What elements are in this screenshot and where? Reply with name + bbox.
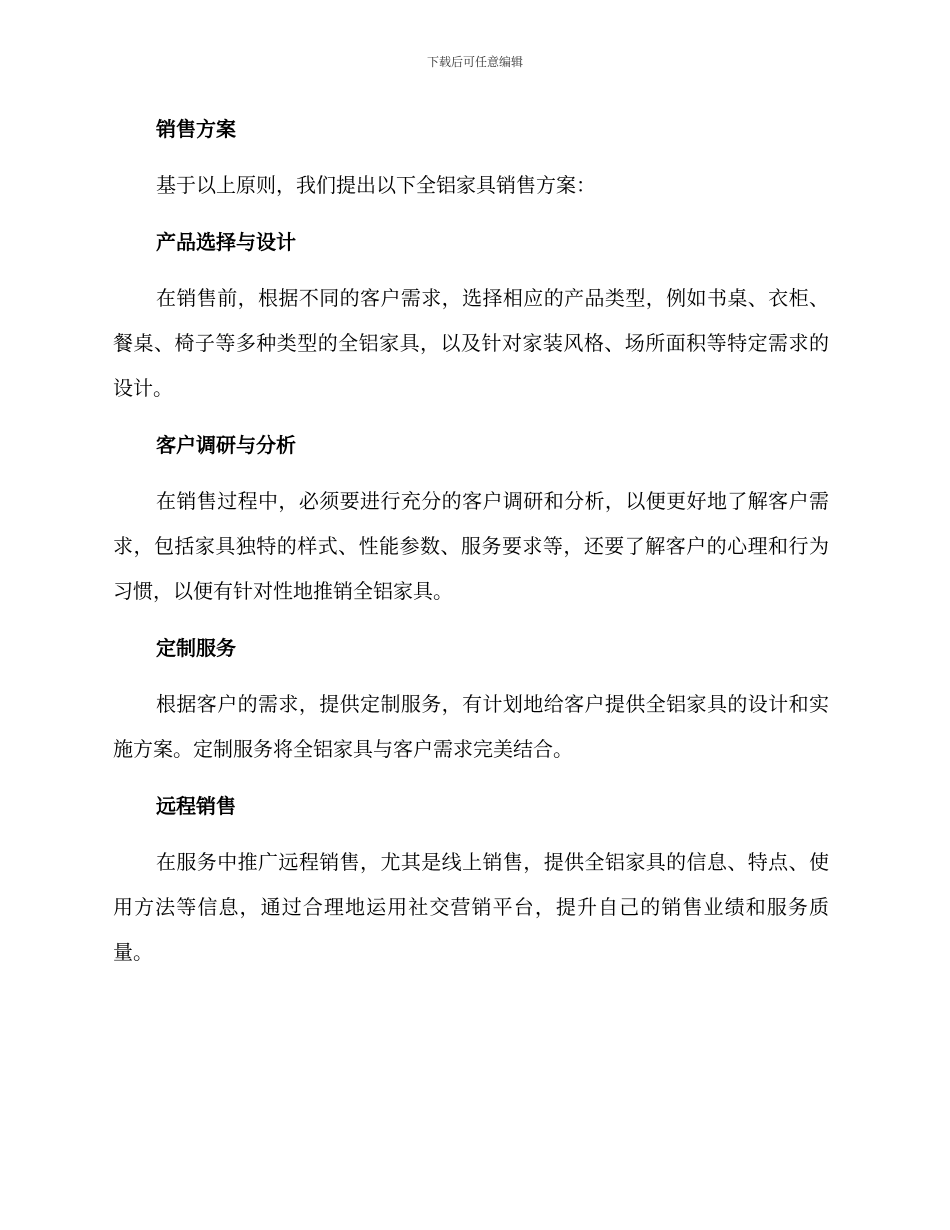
section-paragraph-sales-plan: 基于以上原则，我们提出以下全铝家具销售方案：: [156, 173, 596, 197]
document-body: [113, 106, 829, 986]
section-heading-remote-sales: 远程销售: [156, 794, 236, 818]
section-heading-sales-plan: 销售方案: [156, 117, 236, 141]
section-paragraph-customer-research: 在销售过程中，必须要进行充分的客户调研和分析，以便更好地了解客户需求，包括家具独特的样式、性能参数、服务要求等，还要了解客户的心理和行为习惯，以便有针对性地推销全铝家具。: [113, 489, 829, 603]
header-note: 下载后可任意编辑: [426, 55, 523, 69]
section-paragraph-custom-service: 根据客户的需求，提供定制服务，有计划地给客户提供全铝家具的设计和实施方案。定制服务将全铝家具与客户需求完美结合。: [113, 692, 829, 761]
section-paragraph-remote-sales: 在服务中推广远程销售，尤其是线上销售，提供全铝家具的信息、特点、使用方法等信息，通过合理地运用社交营销平台，提升自己的销售业绩和服务质量。: [113, 850, 829, 964]
section-heading-custom-service: 定制服务: [156, 636, 236, 660]
section-heading-product-selection: 产品选择与设计: [156, 230, 296, 254]
section-paragraph-product-selection: 在销售前，根据不同的客户需求，选择相应的产品类型，例如书桌、衣柜、餐桌、椅子等多种类型的全铝家具，以及针对家装风格、场所面积等特定需求的设计。: [113, 286, 829, 400]
section-heading-customer-research: 客户调研与分析: [156, 433, 296, 457]
